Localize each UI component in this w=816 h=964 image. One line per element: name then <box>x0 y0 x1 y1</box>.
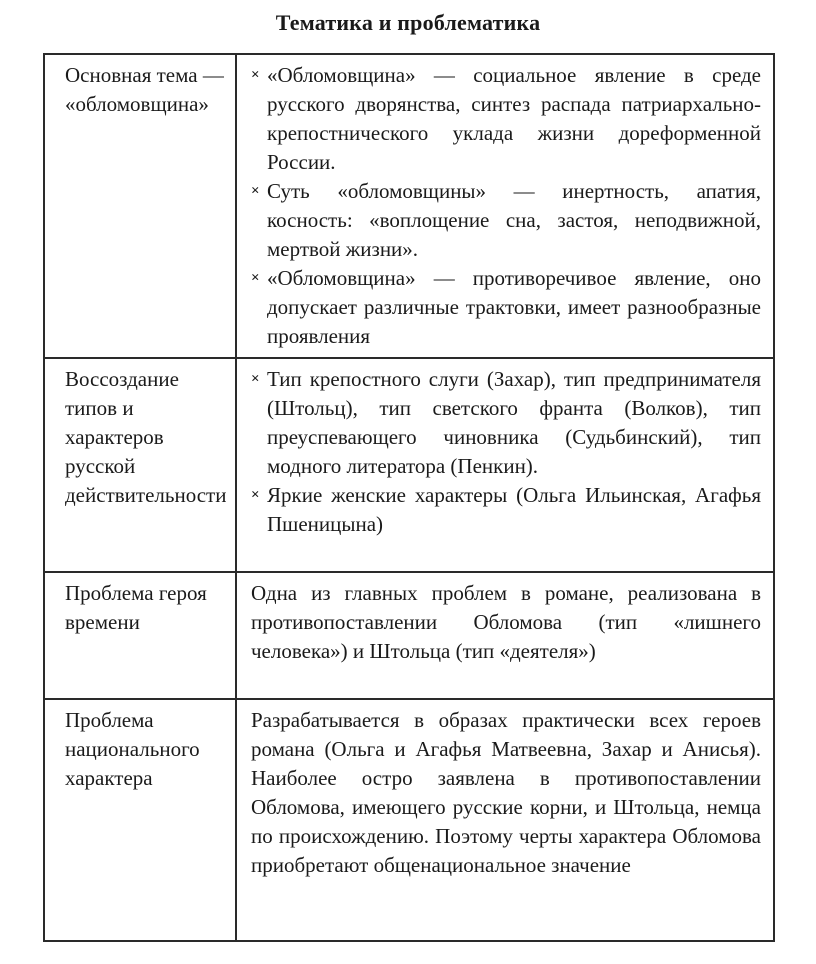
bullet-text: «Обломовщина» — противоречивое явление, оно допускает различные трактовки, имеет разнообразные проявления <box>267 266 761 348</box>
theme-cell <box>44 699 236 941</box>
theme-label: Основная тема — «обломовщина» <box>65 63 224 116</box>
description-cell <box>236 699 774 941</box>
description-cell <box>236 54 774 358</box>
table-row <box>44 358 774 572</box>
theme-cell <box>44 572 236 699</box>
list-item <box>251 61 761 177</box>
list-item <box>251 481 761 539</box>
table-row <box>44 54 774 358</box>
description-text: Разрабатывается в образах практически всех героев романа (Ольга и Агафья Матвеевна, Захар и Анисья). Наиболее остро заявлена в противопоставлении Обломова, имеющего русские корни, и Штольца, немца по происхождению. Поэтому черты характера Обломова приобретают общенациональное значение <box>251 708 761 877</box>
bullet-text: «Обломовщина» — социальное явление в среде русского дворянства, синтез распада патриархально-крепостнического уклада жизни дореформенной России. <box>267 63 761 174</box>
bullet-text: Яркие женские характеры (Ольга Ильинская, Агафья Пшеницына) <box>267 483 761 536</box>
list-item <box>251 177 761 264</box>
list-item <box>251 365 761 481</box>
theme-label: Проблема героя времени <box>65 581 207 634</box>
theme-cell <box>44 54 236 358</box>
table-row <box>44 572 774 699</box>
topics-table <box>43 53 775 942</box>
description-cell <box>236 572 774 699</box>
theme-label: Проблема национального характера <box>65 708 200 790</box>
description-cell <box>236 358 774 572</box>
table-row <box>44 699 774 941</box>
bullet-text: Тип крепостного слуги (Захар), тип предпринимателя (Штольц), тип светского франта (Волков), тип преуспевающего чиновника (Судьбинский), тип модного литератора (Пенкин). <box>267 367 761 478</box>
theme-cell <box>44 358 236 572</box>
cross-bullet-icon: × <box>251 183 260 199</box>
cross-bullet-icon: × <box>251 371 260 387</box>
theme-label: Воссоздание типов и характеров русской действительности <box>65 367 227 507</box>
cross-bullet-icon: × <box>251 270 260 286</box>
bullet-text: Суть «обломовщины» — инертность, апатия, косность: «воплощение сна, застоя, неподвижной, мертвой жизни». <box>267 179 761 261</box>
cross-bullet-icon: × <box>251 487 260 503</box>
list-item <box>251 264 761 351</box>
page-title: Тематика и проблематика <box>275 10 541 35</box>
description-text: Одна из главных проблем в романе, реализована в противопоставлении Обломова (тип «лишнего человека») и Штольца (тип «деятеля») <box>251 581 761 663</box>
cross-bullet-icon: × <box>251 67 260 83</box>
